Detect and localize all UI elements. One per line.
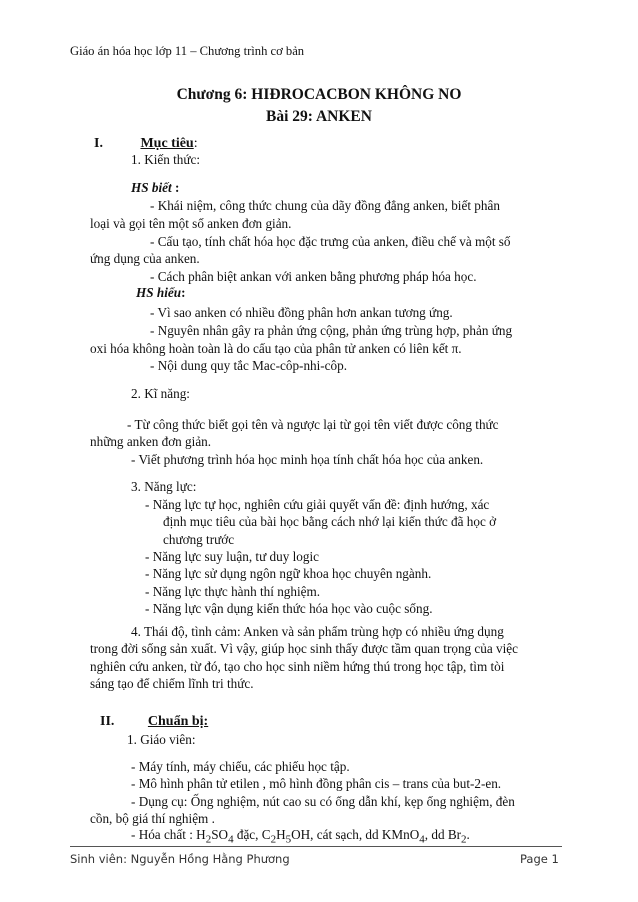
hs-understand-label: HS hiểu [136, 285, 182, 300]
teacher-heading: 1. Giáo viên: [127, 732, 196, 747]
know-item-2b: ứng dụng của anken. [90, 251, 200, 266]
lesson-title: Bài 29: ANKEN [266, 108, 372, 125]
skill-item-1b: những anken đơn giản. [90, 434, 212, 449]
section-1-colon: : [193, 136, 198, 151]
attitude-line-d: sáng tạo để chiếm lĩnh tri thức. [90, 676, 254, 691]
section-2-title: Chuẩn bị: [147, 714, 209, 729]
section-2-number: II. [100, 714, 115, 729]
understand-item-1: - Vì sao anken có nhiều đồng phân hơn ankan tương ứng. [150, 305, 453, 320]
competence-item-4: - Năng lực thực hành thí nghiệm. [145, 584, 321, 599]
chapter-title: Chương 6: HIĐROCACBON KHÔNG NO [176, 86, 462, 103]
hs-understand-heading [136, 285, 185, 301]
chemicals-line-visible: - Hóa chất : $H_2SO_4$ đặc, $C_2H_5OH$, cát sạch, dd KMnO$_4$, dd $Br_2$. [131, 827, 470, 846]
know-item-1b: loại và gọi tên một số anken đơn giản. [90, 216, 292, 231]
know-item-1a: - Khái niệm, công thức chung của dãy đồng đẳng anken, biết phân [150, 198, 500, 213]
hs-understand-colon: : [181, 285, 186, 300]
hs-know-colon: : [171, 180, 180, 195]
knowledge-heading: 1. Kiến thức: [131, 152, 201, 167]
attitude-line-a: 4. Thái độ, tình cảm: Anken và sản phẩm trùng hợp có nhiều ứng dụng [131, 624, 504, 639]
prep-item-2: - Mô hình phân tử etilen , mô hình đồng phân cis – trans của but-2-en. [131, 776, 502, 791]
competence-item-1c: chương trước [163, 532, 235, 547]
footer-student: Sinh viên: Nguyễn Hồng Hằng Phương [70, 852, 290, 866]
prep-item-1: - Máy tính, máy chiếu, các phiếu học tập. [131, 759, 350, 774]
attitude-line-c: nghiên cứu anken, từ đó, tạo cho học sinh niềm hứng thú trong học tập, tìm tòi [90, 659, 505, 674]
skill-item-1a: - Từ công thức biết gọi tên và ngược lại từ gọi tên viết được công thức [127, 417, 499, 432]
hs-know-label: HS biết [131, 180, 172, 195]
skills-heading: 2. Kĩ năng: [131, 386, 190, 401]
hs-know-heading [131, 180, 179, 196]
prep-item-3a: - Dụng cụ: Ống nghiệm, nút cao su có ống dẫn khí, kẹp ống nghiệm, đèn [131, 794, 515, 809]
understand-item-3: - Nội dung quy tắc Mac-côp-nhi-côp. [150, 358, 348, 373]
competence-item-5: - Năng lực vận dụng kiến thức hóa học vào cuộc sống. [145, 601, 433, 616]
footer-page: Page 1 [520, 852, 559, 866]
skill-item-2: - Viết phương trình hóa học minh họa tính chất hóa học của anken. [131, 452, 484, 467]
section-1-number: I. [94, 136, 103, 151]
competence-item-1a: - Năng lực tự học, nghiên cứu giải quyết vấn đề: định hướng, xác [145, 497, 490, 512]
section-1-title: Mục tiêu [140, 136, 194, 151]
know-item-2a: - Cấu tạo, tính chất hóa học đặc trưng của anken, điều chế và một số [150, 234, 511, 249]
footer-rule [70, 846, 562, 847]
section-1-heading [94, 136, 198, 152]
understand-item-2b: oxi hóa không hoàn toàn là do cấu tạo của phân tử anken có liên kết π. [90, 341, 462, 356]
attitude-line-b: trong đời sống sản xuất. Vì vậy, giúp học sinh thấy được tầm quan trọng của việc [90, 641, 518, 656]
prep-item-3b: cồn, bộ giá thí nghiệm . [90, 811, 215, 826]
understand-item-2a: - Nguyên nhân gây ra phản ứng cộng, phản ứng trùng hợp, phản ứng [150, 323, 513, 338]
page-header: Giáo án hóa học lớp 11 – Chương trình cơ bản [70, 44, 305, 58]
section-2-heading [100, 714, 208, 730]
competence-item-3: - Năng lực sử dụng ngôn ngữ khoa học chuyên ngành. [145, 566, 432, 581]
competence-heading: 3. Năng lực: [131, 479, 197, 494]
know-item-3: - Cách phân biệt ankan với anken bằng phương pháp hóa học. [150, 269, 477, 284]
competence-item-1b: định mục tiêu của bài học bằng cách nhớ lại kiến thức đã học ở [163, 514, 497, 529]
competence-item-2: - Năng lực suy luận, tư duy logic [145, 549, 319, 564]
